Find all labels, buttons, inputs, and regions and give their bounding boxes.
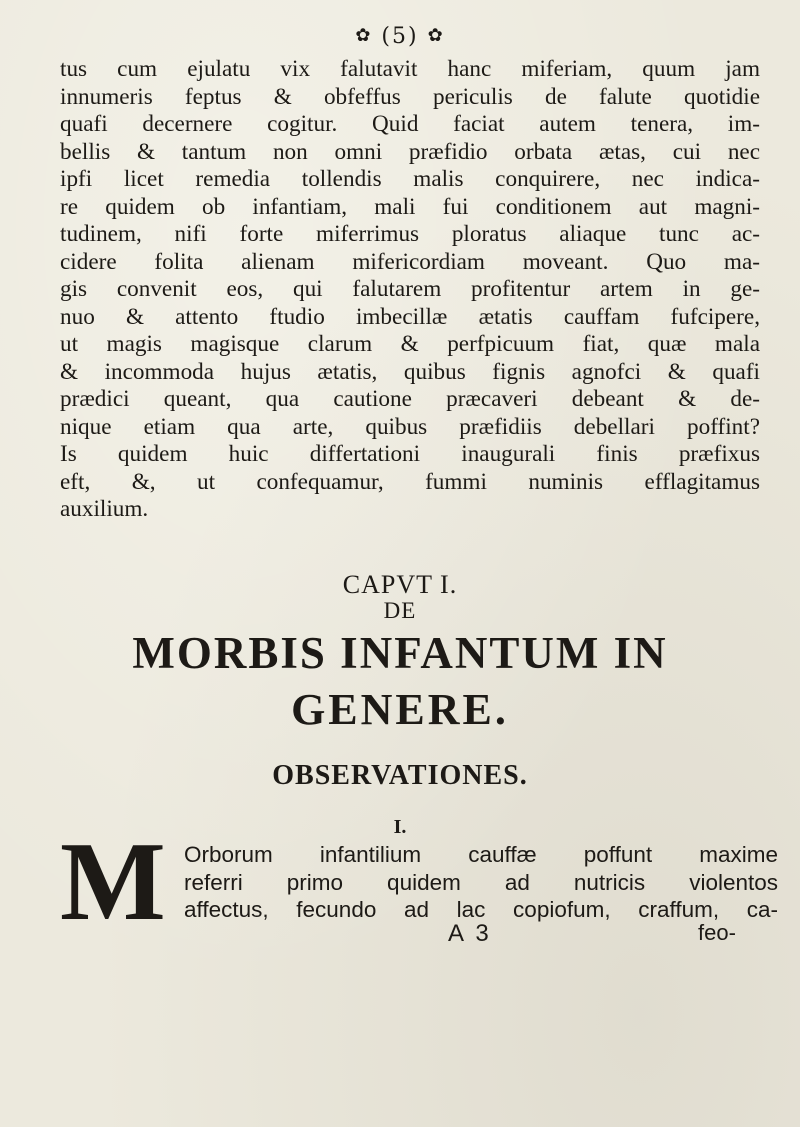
ornament-left-icon: ✿ [355, 25, 373, 46]
drop-cap: M [60, 820, 166, 944]
text-line: nique etiam qua arte, quibus præfidiis debellari poffint? [60, 413, 760, 440]
text-line: bellis & tantum non omni præfidio orbata ætas, cui nec [60, 138, 760, 165]
text-line: ipfi licet remedia tollendis malis conquirere, nec indica- [60, 166, 760, 192]
text-line: quafi decernere cogitur. Quid faciat autem tenera, im- [60, 111, 760, 137]
catchword: feo- [698, 920, 736, 945]
chapter-heading: CAPVT I. [342, 570, 458, 599]
text-line: prædici queant, qua cautione præcaveri debeant & de- [60, 386, 760, 412]
text-line: nuo & attento ftudio imbecillæ ætatis cauffam fufcipere, [60, 303, 760, 330]
chapter-title-line-1: MORBIS INFANTUM IN [132, 628, 668, 678]
text-line: & incommoda hujus ætatis, quibus fignis agnofci & quafi [60, 358, 760, 385]
text-line: affectus, fecundo ad lac copiofum, craffum, ca- [184, 897, 778, 922]
signature-mark: A 3 [448, 920, 492, 947]
text-line: eft, &, ut confequamur, fummi numinis efflagitamus [60, 468, 760, 495]
observation-paragraph [184, 841, 778, 924]
chapter-title-line-2: GENERE. [291, 685, 509, 734]
text-line: tus cum ejulatu vix falutavit hanc miferiam, quum jam [60, 56, 760, 82]
text-line: Orborum infantilium cauffæ poffunt maxime [184, 842, 778, 867]
body-paragraph [60, 56, 760, 524]
text-line: tudinem, nifi forte miferrimus ploratus aliaque tunc ac- [60, 221, 760, 247]
section-number: I. [393, 816, 407, 838]
text-line: innumeris feptus & obfeffus periculis de falute quotidie [60, 83, 760, 110]
text-line: cidere folita alienam mifericordiam moveant. Quo ma- [60, 248, 760, 275]
text-line: re quidem ob infantiam, mali fui conditionem aut magni- [60, 193, 760, 220]
text-line: ut magis magisque clarum & perfpicuum fiat, quæ mala [60, 331, 760, 357]
text-line: auxilium. [60, 496, 149, 522]
section-heading: OBSERVATIONES. [272, 760, 528, 791]
page-header [0, 24, 800, 49]
text-line: referri primo quidem ad nutricis violentos [184, 869, 778, 895]
chapter-de: DE [383, 598, 417, 623]
text-line: gis convenit eos, qui falutarem profitentur artem in ge- [60, 276, 760, 302]
text-line: Is quidem huic differtationi inaugurali finis præfixus [60, 441, 760, 467]
page-number: (5) [381, 24, 419, 49]
ornament-right-icon: ✿ [427, 25, 445, 46]
